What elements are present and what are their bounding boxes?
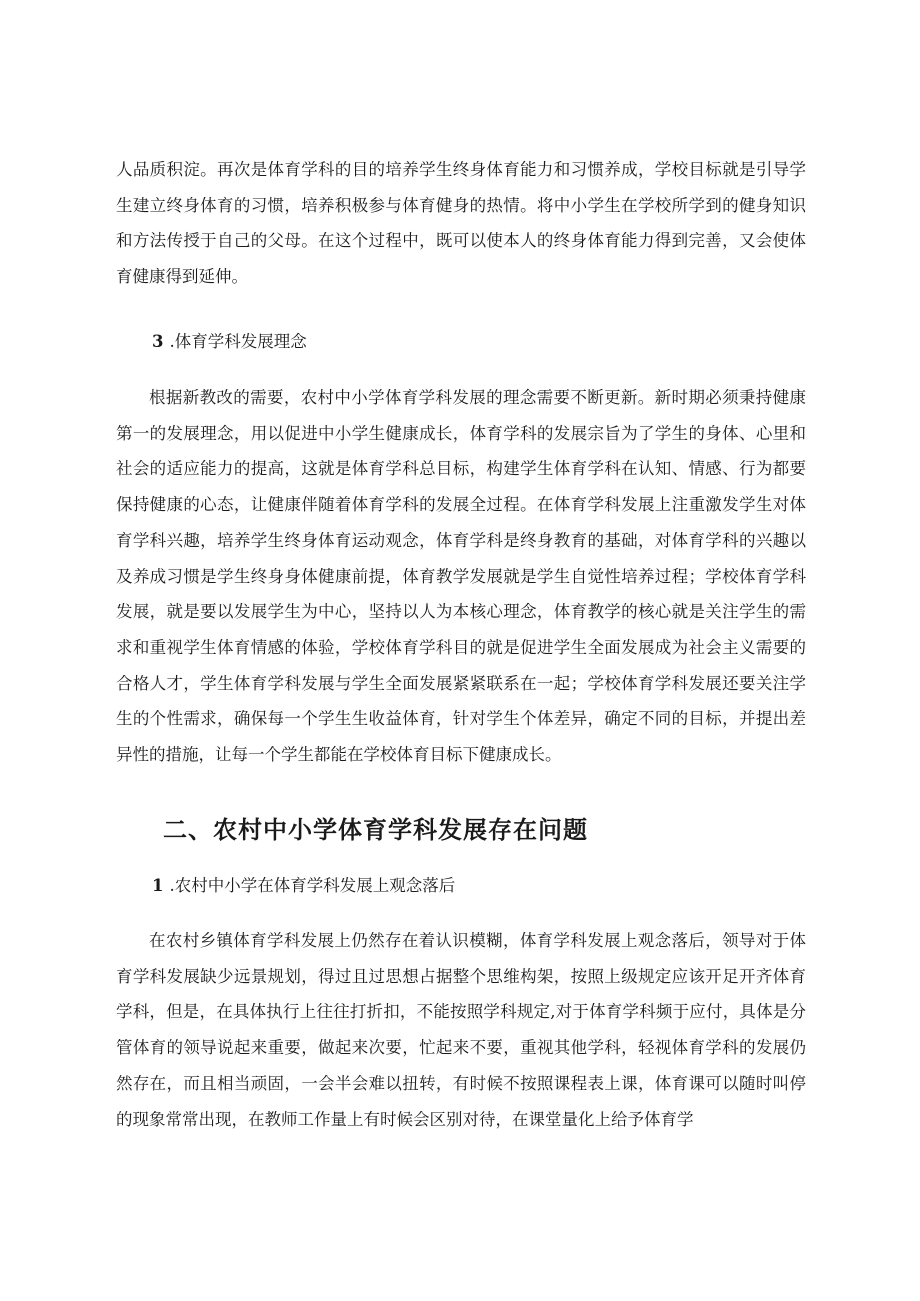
heading-text: .体育学科发展理念: [169, 332, 307, 351]
chapter-heading-problems: 二、农村中小学体育学科发展存在问题: [163, 815, 588, 844]
heading-text: .农村中小学在体育学科发展上观念落后: [169, 876, 456, 895]
paragraph-rural-town-concept: 在农村乡镇体育学科发展上仍然存在着认识模糊，体育学科发展上观念落后，领导对于体育学科发展缺少远景规划，得过且过思想占据整个思维构架，按照上级规定应该开足开齐体育学科，但是，在具体执行上往往打折扣，不能按照学科规定,对于体育学科频于应付，具体是分管体育的领导说起来重要，做起来次要，忙起来不要，重视其他学科，轻视体育学科的发展仍然存在，而且相当顽固，一会半会难以扭转，有时候不按照课程表上课，体育课可以随时叫停的现象常常出现，在教师工作量上有时候会区别对待，在课堂量化上给予体育学: [116, 931, 806, 1129]
section-heading-3-concept: [152, 330, 307, 354]
paragraph-lifelong-sports: 人品质积淀。再次是体育学科的目的培养学生终身体育能力和习惯养成，学校目标就是引导学生建立终身体育的习惯，培养积极参与体育健身的热情。将中小学生在学校所学到的健身知识和方法传授于自己的父母。在这个过程中，既可以使本人的终身体育能力得到完善，又会使体育健康得到延伸。: [116, 160, 806, 287]
heading-number: 1: [152, 876, 164, 895]
heading-number: 3: [152, 332, 164, 351]
paragraph-development-concept: 根据新教改的需要，农村中小学体育学科发展的理念需要不断更新。新时期必须秉持健康第一的发展理念，用以促进中小学生健康成长，体育学科的发展宗旨为了学生的身体、心里和社会的适应能力的提高，这就是体育学科总目标，构建学生体育学科在认知、情感、行为都要保持健康的心态，让健康伴随着体育学科的发展全过程。在体育学科发展上注重激发学生对体育学科兴趣，培养学生终身体育运动观念，体育学科是终身教育的基础，对体育学科的兴趣以及养成习惯是学生终身身体健康前提，体育教学发展就是学生自觉性培养过程；学校体育学科发展，就是要以发展学生为中心，坚持以人为本核心理念，体育教学的核心就是关注学生的需求和重视学生体育情感的体验，学校体育学科目的就是促进学生全面发展成为社会主义需要的合格人才，学生体育学科发展与学生全面发展紧紧联系在一起；学校体育学科发展还要关注学生的个性需求，确保每一个学生生收益体育，针对学生个体差异，确定不同的目标，并提出差异性的措施，让每一个学生都能在学校体育目标下健康成长。: [116, 388, 806, 765]
section-heading-1-backward-concept: [152, 874, 455, 898]
